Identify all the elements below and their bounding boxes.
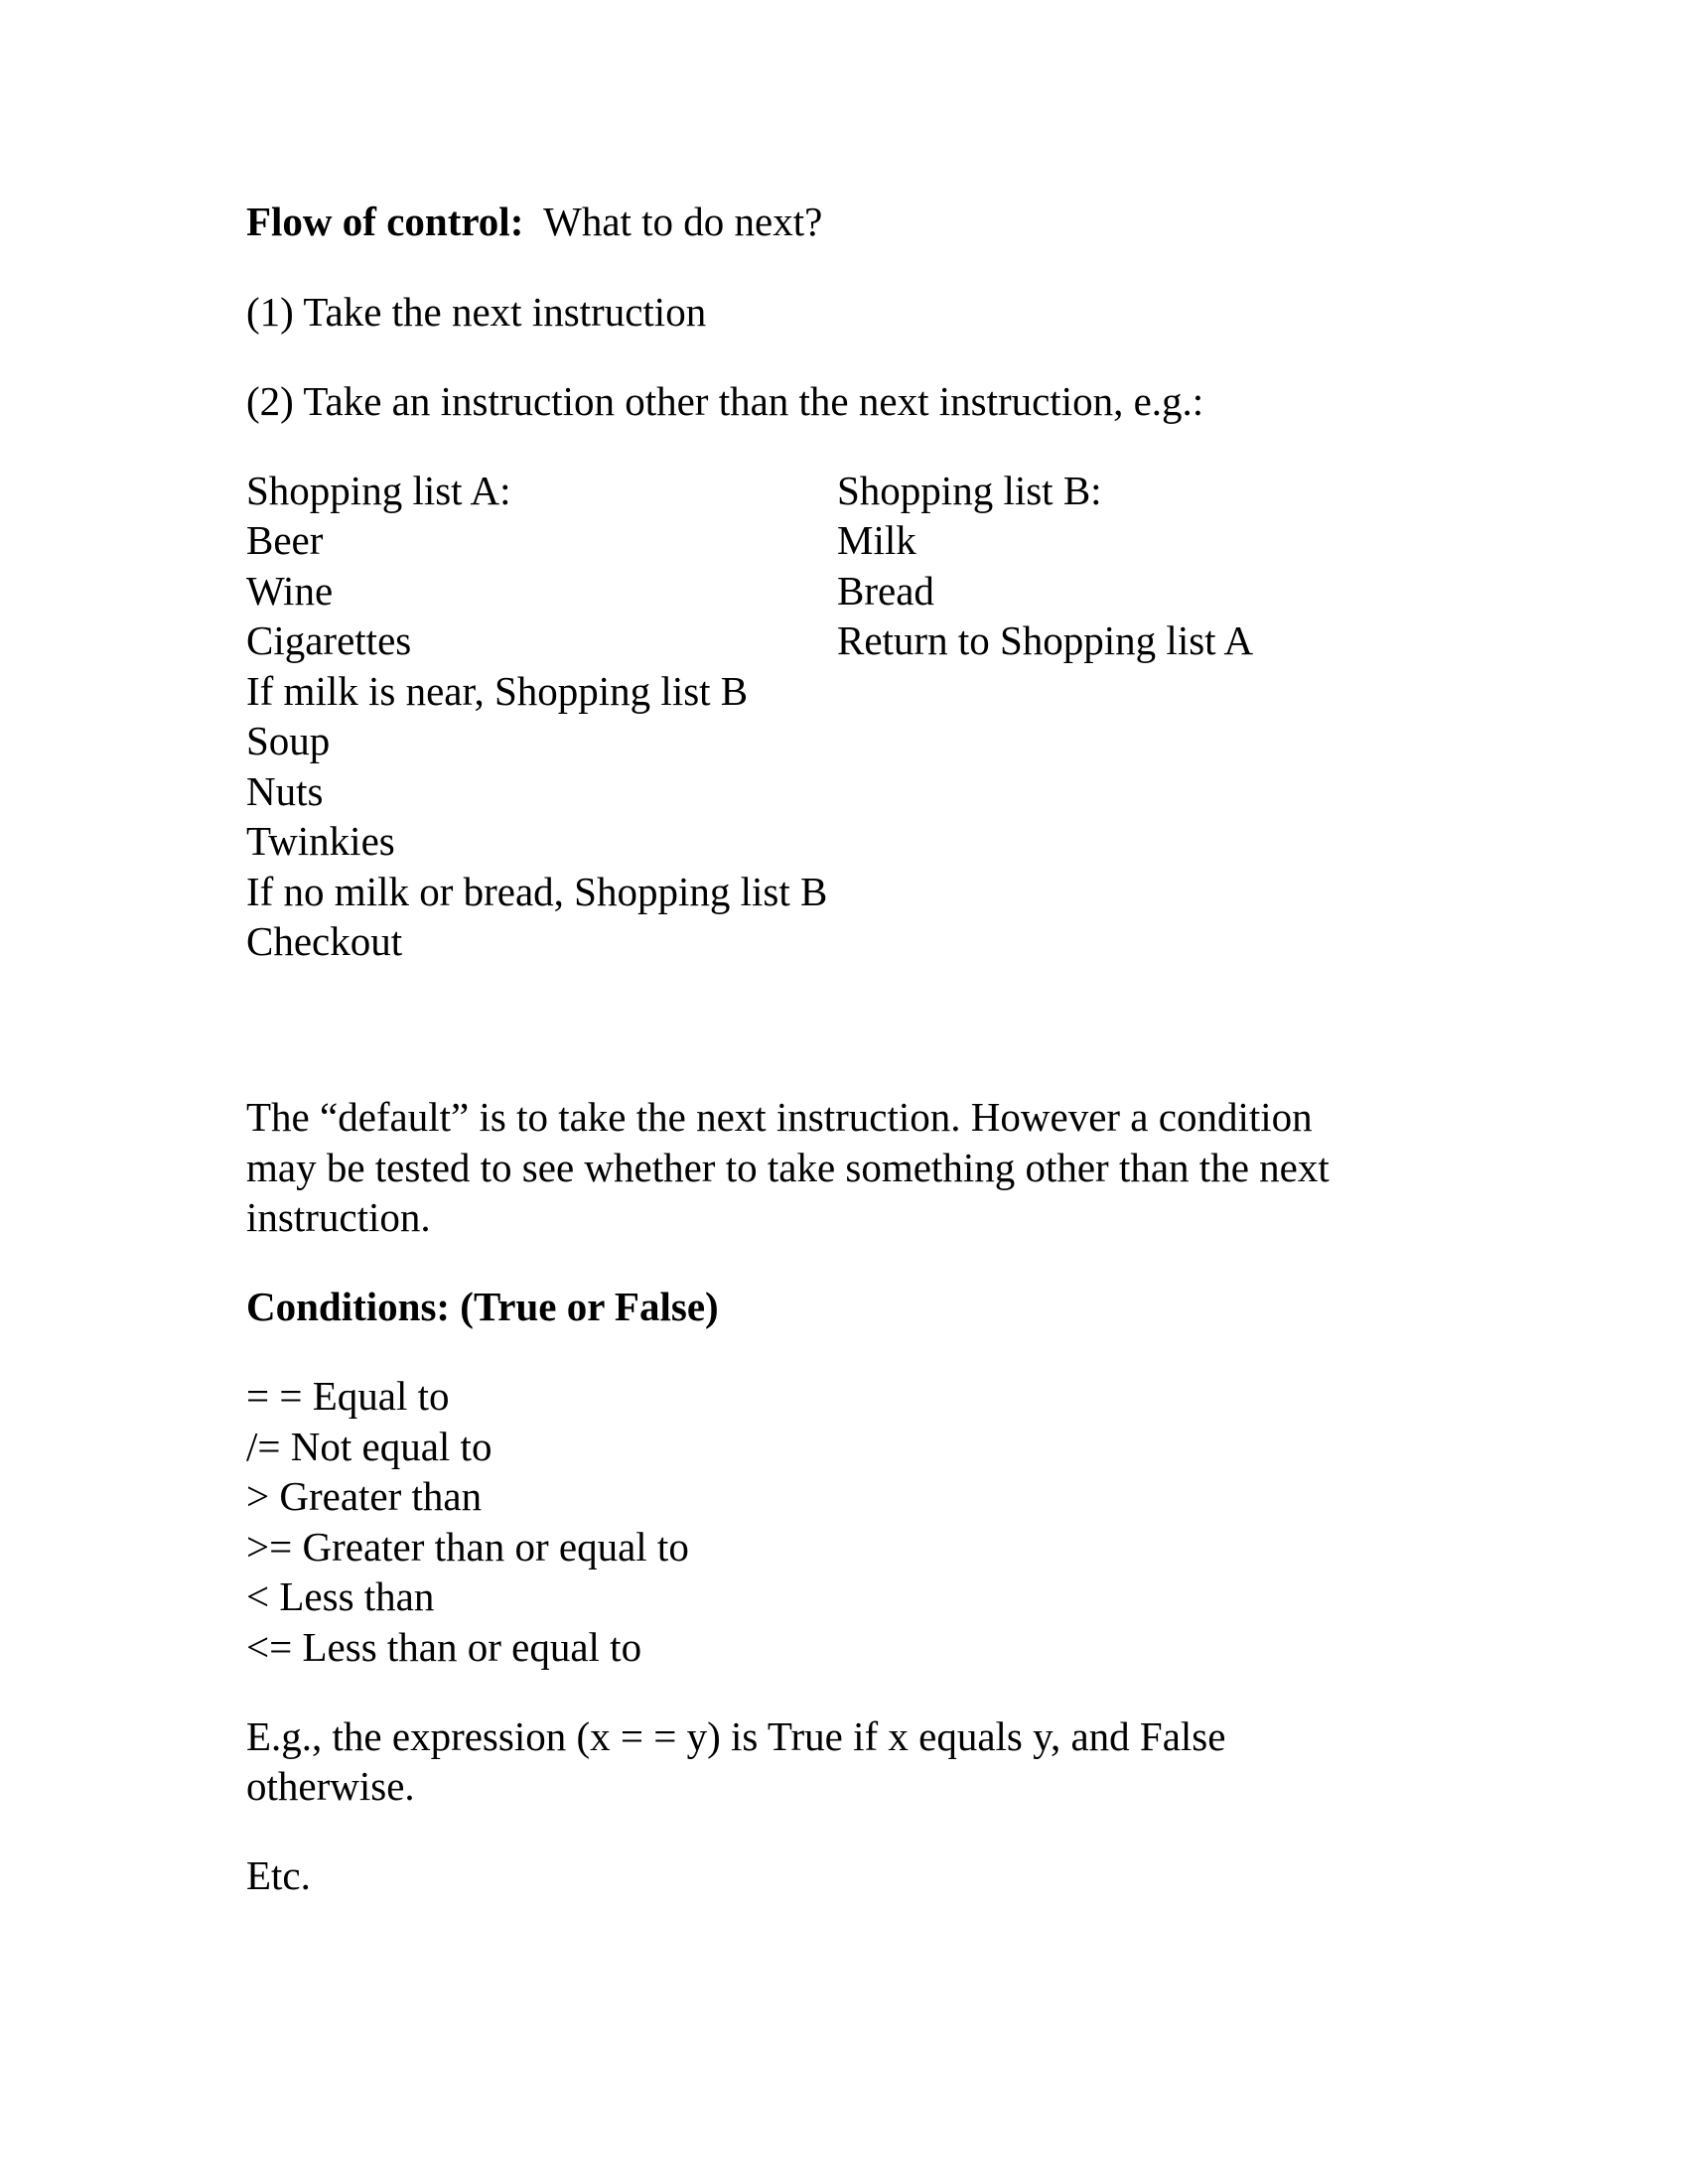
option-2: (2) Take an instruction other than the next instruction, e.g.: bbox=[246, 378, 1204, 424]
page-title bbox=[246, 197, 822, 246]
list-a-heading: Shopping list A: bbox=[246, 468, 511, 513]
list-item: Milk bbox=[837, 517, 916, 563]
example-line: otherwise. bbox=[246, 1763, 415, 1809]
condition-item: >= Greater than or equal to bbox=[246, 1524, 689, 1570]
list-item: Wine bbox=[246, 568, 334, 614]
condition-item: /= Not equal to bbox=[246, 1424, 492, 1469]
condition-item: = = Equal to bbox=[246, 1373, 450, 1419]
list-item: Checkout bbox=[246, 918, 403, 964]
conditions-heading: Conditions: (True or False) bbox=[246, 1284, 719, 1329]
list-b-heading: Shopping list B: bbox=[837, 468, 1102, 513]
list-item: If milk is near, Shopping list B bbox=[246, 668, 749, 714]
example-line: E.g., the expression (x = = y) is True if x equals y, and False bbox=[246, 1713, 1226, 1759]
title-rest: What to do next? bbox=[523, 199, 823, 244]
paragraph-line: The “default” is to take the next instruction. However a condition bbox=[246, 1094, 1313, 1140]
condition-item: <= Less than or equal to bbox=[246, 1624, 642, 1670]
list-item: Beer bbox=[246, 517, 324, 563]
list-item: Bread bbox=[837, 568, 934, 614]
list-item: If no milk or bread, Shopping list B bbox=[246, 869, 828, 914]
condition-item: < Less than bbox=[246, 1573, 435, 1619]
option-1: (1) Take the next instruction bbox=[246, 289, 707, 335]
closing-text: Etc. bbox=[246, 1852, 311, 1898]
condition-item: > Greater than bbox=[246, 1473, 483, 1519]
list-item: Nuts bbox=[246, 768, 324, 814]
paragraph-line: instruction. bbox=[246, 1194, 431, 1240]
paragraph-line: may be tested to see whether to take something other than the next bbox=[246, 1145, 1330, 1190]
list-item: Twinkies bbox=[246, 818, 395, 864]
list-item: Return to Shopping list A bbox=[837, 617, 1254, 663]
list-item: Cigarettes bbox=[246, 617, 412, 663]
title-bold: Flow of control: bbox=[246, 199, 524, 244]
list-item: Soup bbox=[246, 718, 331, 763]
